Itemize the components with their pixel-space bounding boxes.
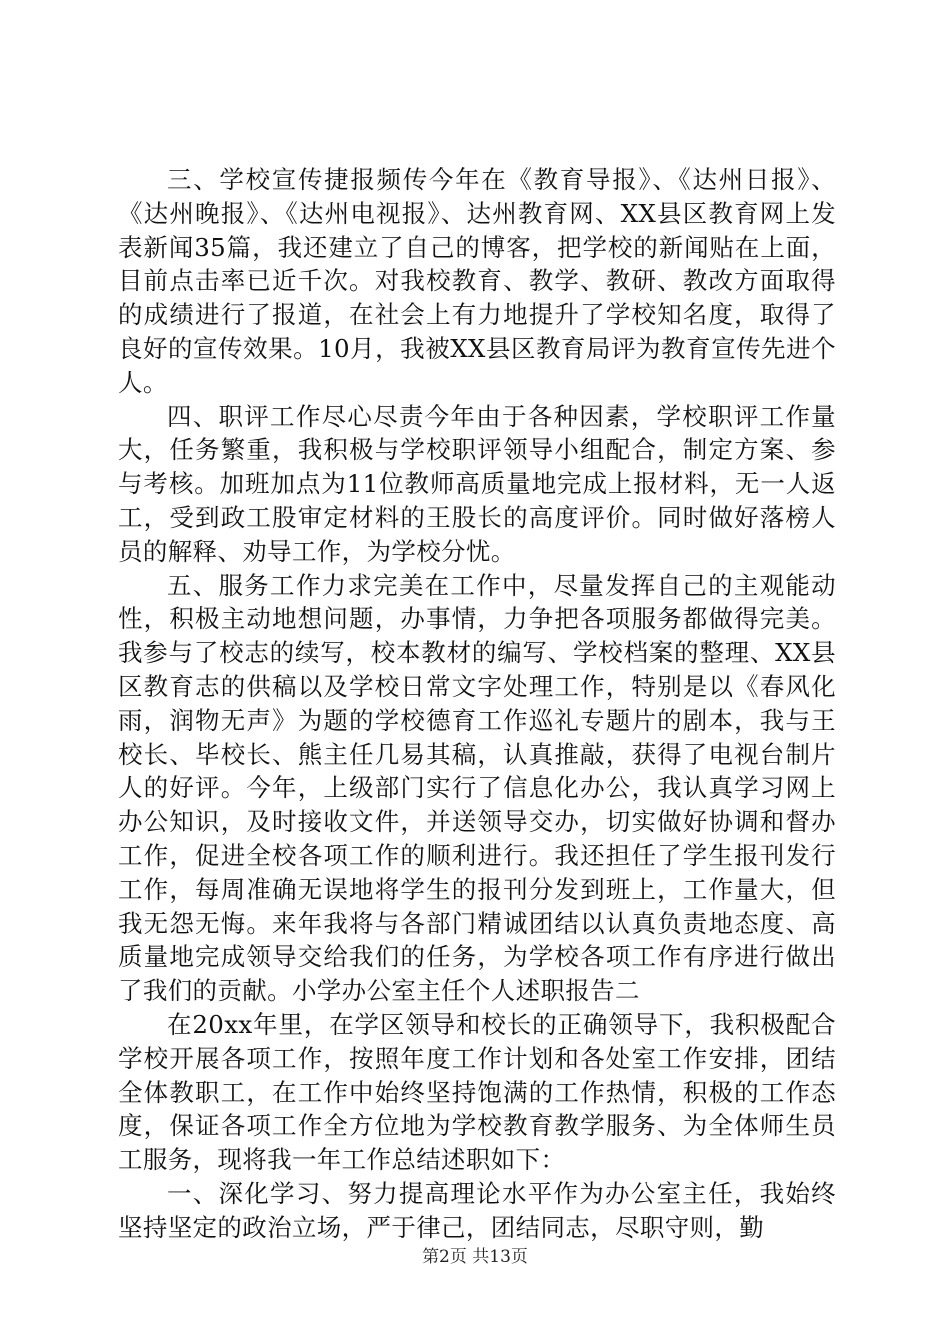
paragraph-deepen-study: 一、深化学习、努力提高理论水平作为办公室主任，我始终坚持坚定的政治立场，严于律己，团结同志，尽职守则，勤 bbox=[118, 1178, 836, 1242]
paragraph-report-two-intro: 在20xx年里，在学区领导和校长的正确领导下，我积极配合学校开展各项工作，按照年度工作计划和各处室工作安排，团结全体教职工，在工作中始终坚持饱满的工作热情，积极的工作态度，保证各项工作全方位地为学校教育教学服务、为全体师生员工服务，现将我一年工作总结述职如下： bbox=[118, 1009, 836, 1175]
document-body bbox=[118, 163, 836, 1245]
paragraph-publicity: 三、学校宣传捷报频传今年在《教育导报》、《达州日报》、《达州晚报》、《达州电视报》、达州教育网、XX县区教育网上发表新闻35篇，我还建立了自己的博客，把学校的新闻贴在上面，目前点击率已近千次。对我校教育、教学、教研、教改方面取得的成绩进行了报道，在社会上有力地提升了学校知名度，取得了良好的宣传效果。10月，我被XX县区教育局评为教育宣传先进个人。 bbox=[118, 165, 836, 397]
paragraph-title-evaluation: 四、职评工作尽心尽责今年由于各种因素，学校职评工作量大，任务繁重，我积极与学校职评领导小组配合，制定方案、参与考核。加班加点为11位教师高质量地完成上报材料，无一人返工，受到政工股审定材料的王股长的高度评价。同时做好落榜人员的解释、劝导工作，为学校分忧。 bbox=[118, 401, 836, 566]
paragraph-service-work: 五、服务工作力求完美在工作中，尽量发挥自己的主观能动性，积极主动地想问题，办事情，力争把各项服务都做得完美。我参与了校志的续写，校本教材的编写、学校档案的整理、XX县区教育志的供稿以及学校日常文字处理工作，特别是以《春风化雨，润物无声》为题的学校德育工作巡礼专题片的剧本，我与王校长、毕校长、熊主任几易其稿，认真推敲，获得了电视台制片人的好评。今年，上级部门实行了信息化办公，我认真学习网上办公知识，及时接收文件，并送领导交办，切实做好协调和督办工作，促进全校各项工作的顺利进行。我还担任了学生报刊发行工作，每周准确无误地将学生的报刊分发到班上，工作量大，但我无怨无悔。来年我将与各部门精诚团结以认真负责地态度、高质量地完成领导交给我们的任务，为学校各项工作有序进行做出了我们的贡献。小学办公室主任个人述职报告二 bbox=[118, 570, 836, 1006]
page-number-footer: 第2页 共13页 bbox=[422, 1247, 528, 1267]
